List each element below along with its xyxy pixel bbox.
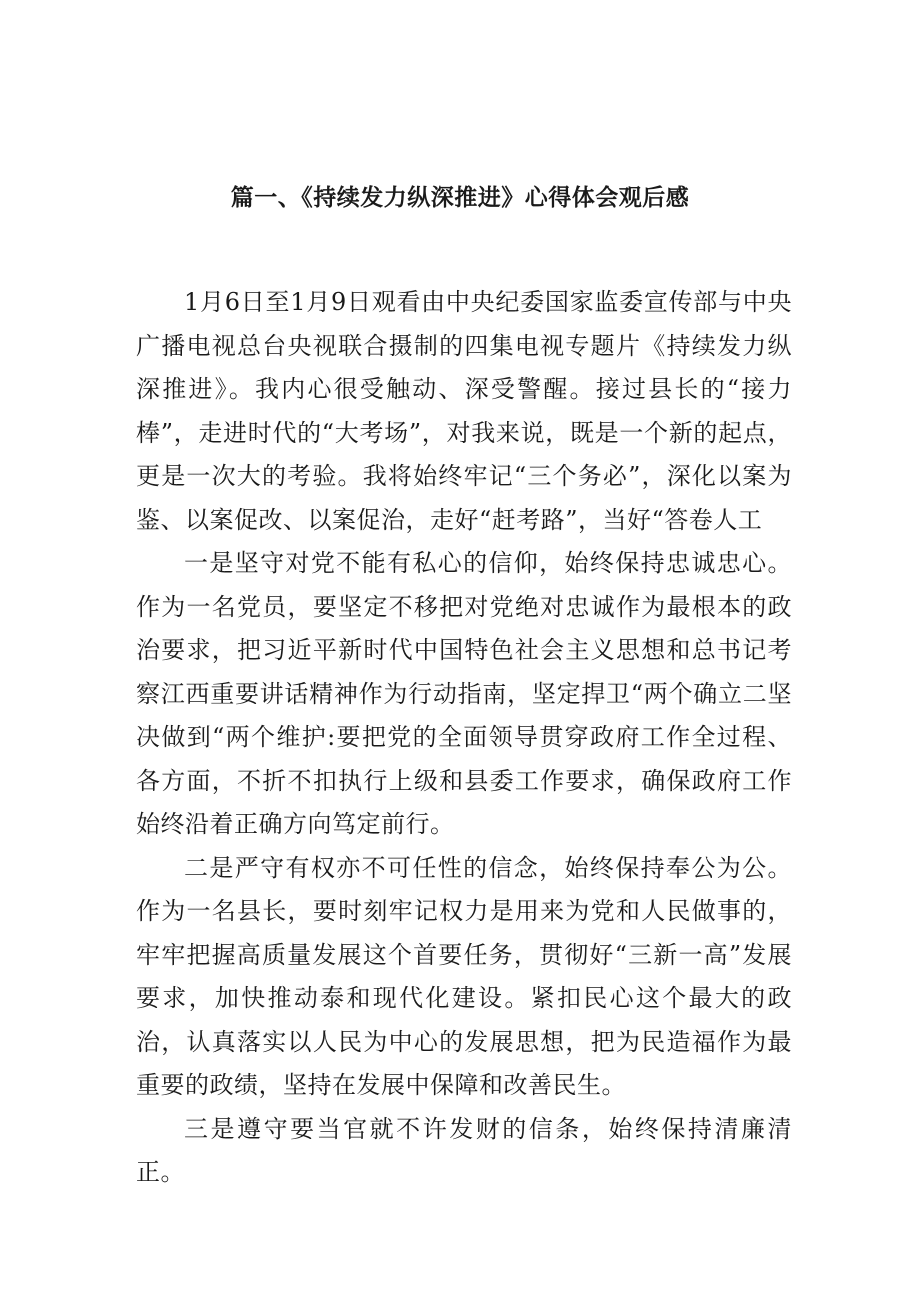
document-title: 篇一、《持续发力纵深推进》心得体会观后感 [230, 185, 690, 211]
document-body [136, 281, 792, 1195]
paragraph-point-two: 二是严守有权亦不可任性的信念，始终保持奉公为公。作为一名县长，要时刻牢记权力是用来为党和人民做事的，牢牢把握高质量发展这个首要任务，贯彻好“三新一高”发展要求，加快推动泰和现代化建设。紧扣民心这个最大的政治，认真落实以人民为中心的发展思想，把为民造福作为最重要的政绩，坚持在发展中保障和改善民生。 [136, 853, 792, 1099]
paragraph-point-three: 三是遵守要当官就不许发财的信条，始终保持清廉清正。 [136, 1114, 792, 1186]
paragraph-intro: 1月6日至1月9日观看由中央纪委国家监委宣传部与中央广播电视总台央视联合摄制的四集电视专题片《持续发力纵深推进》。我内心很受触动、深受警醒。接过县长的“接力棒”，走进时代的“大考场”，对我来说，既是一个新的起点，更是一次大的考验。我将始终牢记“三个务必”，深化以案为鉴、以案促改、以案促治，走好“赶考路”，当好“答卷人工 [136, 288, 792, 534]
paragraph-point-one: 一是坚守对党不能有私心的信仰，始终保持忠诚忠心。作为一名党员，要坚定不移把对党绝对忠诚作为最根本的政治要求，把习近平新时代中国特色社会主义思想和总书记考察江西重要讲话精神作为行动指南，坚定捍卫“两个确立二坚决做到“两个维护:要把党的全面领导贯穿政府工作全过程、各方面，不折不扣执行上级和县委工作要求，确保政府工作始终沿着正确方向笃定前行。 [136, 549, 792, 838]
